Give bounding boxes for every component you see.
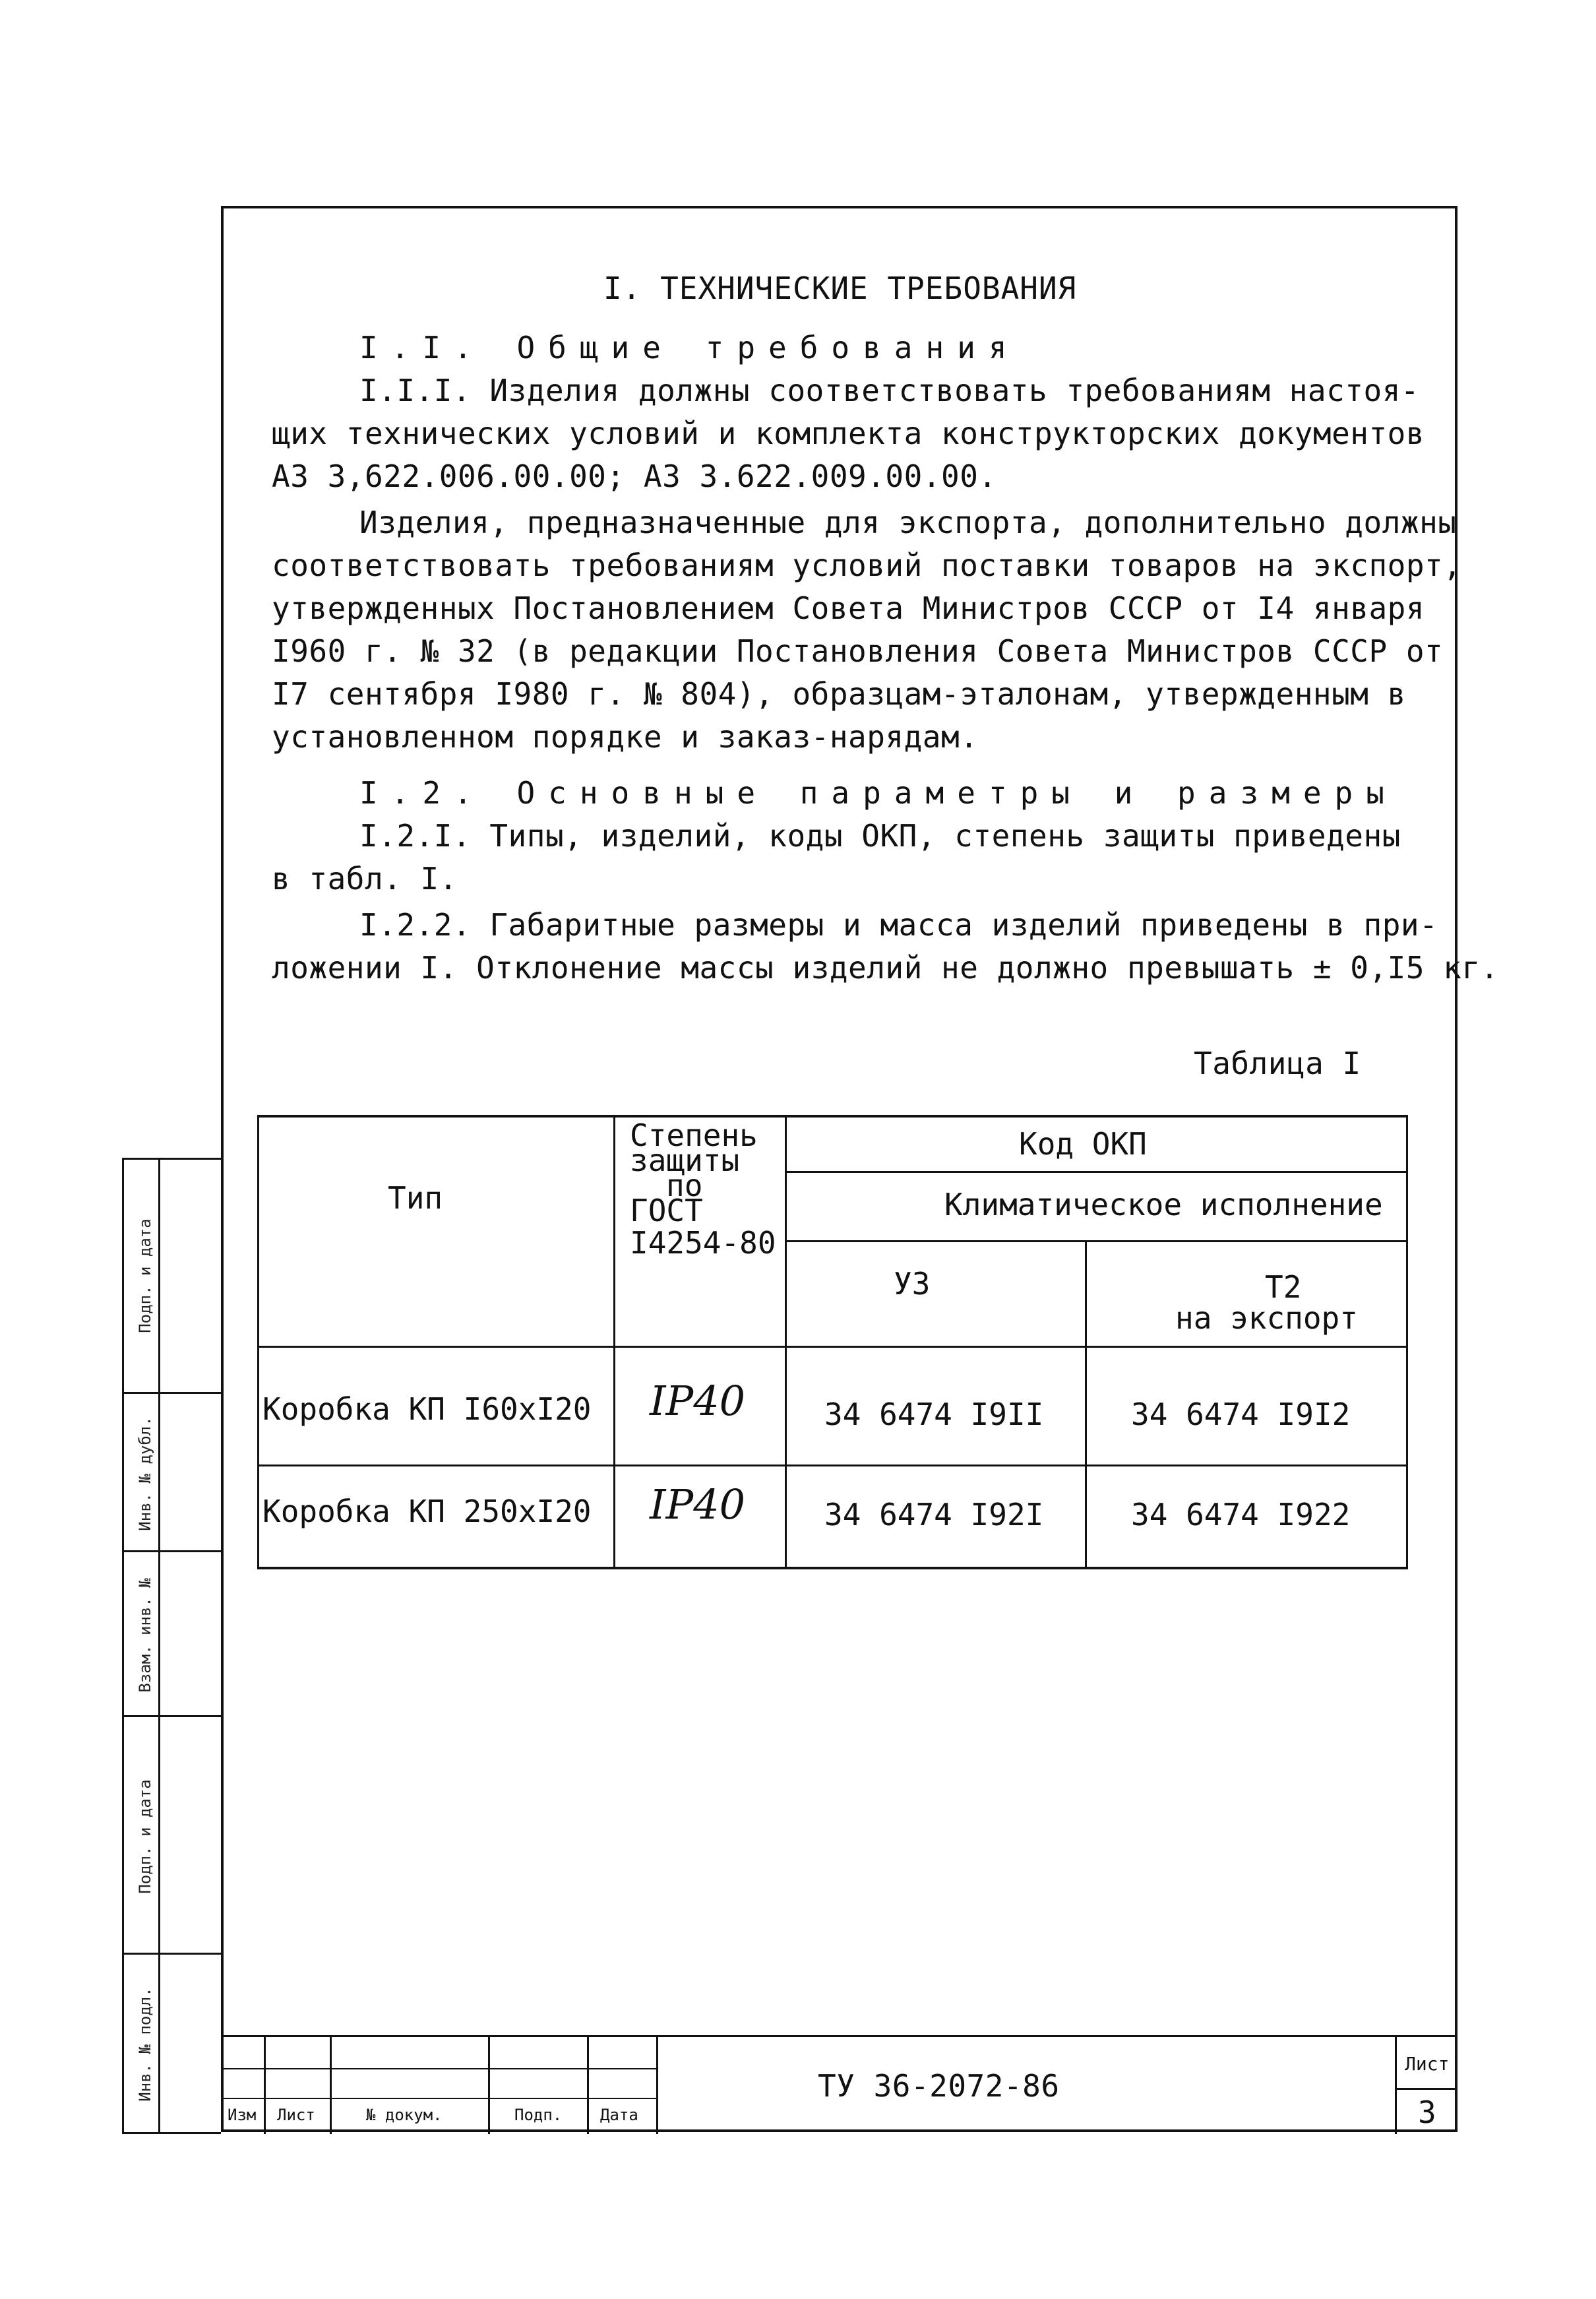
table-header-t2: Т2	[1265, 1269, 1302, 1305]
table-header-protection: Степень	[630, 1118, 758, 1153]
table-header-climate: Климатическое исполнение	[944, 1187, 1383, 1222]
table-cell-type: Коробка КП I60хI20	[262, 1391, 592, 1427]
table-cell-type: Коробка КП 250хI20	[262, 1494, 592, 1529]
paragraph-line: I.2.I. Типы, изделий, коды ОКП, степень защиты приведены	[359, 818, 1401, 854]
paragraph-line: щих технических условий и комплекта конструкторских документов	[272, 416, 1425, 451]
table-cell-protection: IP40	[650, 1480, 746, 1528]
title-block-label: Дата	[600, 2106, 638, 2124]
paragraph-line: I960 г. № 32 (в редакции Постановления Совета Министров СССР от	[272, 633, 1444, 669]
title-block-label: Изм	[228, 2106, 257, 2124]
paragraph-line: I.I.I. Изделия должны соответствовать требованиям настоя-	[359, 373, 1420, 408]
table-caption: Таблица I	[1194, 1046, 1361, 1081]
document-code: ТУ 36-2072-86	[818, 2068, 1060, 2104]
sheet-label: Лист	[1405, 2053, 1450, 2075]
side-stamp-label: Инв. № дубл.	[136, 1416, 154, 1531]
title-block-label: № докум.	[366, 2106, 443, 2124]
section-title: I. ТЕХНИЧЕСКИЕ ТРЕБОВАНИЯ	[603, 270, 1077, 306]
title-block-label: Подп.	[514, 2106, 563, 2124]
side-stamp-label: Подп. и дата	[136, 1218, 154, 1333]
table-header-type: Тип	[388, 1180, 443, 1216]
table-header-okp: Код ОКП	[1019, 1126, 1147, 1162]
table-header-t2-export: на экспорт	[1175, 1300, 1358, 1336]
table-header-protection: I4254-80	[630, 1225, 776, 1261]
table-cell-protection: IP40	[650, 1377, 746, 1425]
table-cell-u3: 34 6474 I9II	[824, 1397, 1044, 1432]
paragraph-line: в табл. I.	[272, 861, 458, 897]
paragraph-line: установленном порядке и заказ-нарядам.	[272, 719, 979, 755]
table-header-protection: по	[666, 1168, 703, 1203]
paragraph-line: ложении I. Отклонение массы изделий не должно превышать ± 0,I5 кг.	[272, 950, 1499, 986]
side-stamp-divider	[158, 1158, 160, 2134]
paragraph-line: АЗ 3,622.006.00.00; АЗ 3.622.009.00.00.	[272, 458, 997, 494]
table-cell-t2: 34 6474 I922	[1131, 1497, 1351, 1532]
paragraph-line: I7 сентября I980 г. № 804), образцам-эталонам, утвержденным в	[272, 676, 1406, 712]
subsection-title-params: I.2. Основные параметры и размеры	[359, 775, 1397, 811]
paragraph-line: I.2.2. Габаритные размеры и масса изделий приведены в при-	[359, 907, 1438, 943]
table-header-protection: защиты	[630, 1143, 740, 1178]
paragraph-line: соответствовать требованиям условий поставки товаров на экспорт,	[272, 548, 1462, 583]
side-stamp-sep	[122, 1953, 221, 1955]
side-stamp-sep	[122, 1715, 221, 1717]
table-header-protection: ГОСТ	[630, 1193, 703, 1228]
side-stamp-label: Инв. № подл.	[136, 1987, 154, 2102]
side-stamp-label: Подп. и дата	[136, 1779, 154, 1894]
side-stamp-sep	[122, 1392, 221, 1394]
paragraph-line: утвержденных Постановлением Совета Министров СССР от I4 января	[272, 590, 1425, 626]
sheet-number: 3	[1418, 2094, 1437, 2130]
subsection-title-general: I.I. Общие требования	[359, 330, 1020, 365]
side-stamp-sep	[122, 1550, 221, 1552]
side-stamp-label: Взам. инв. №	[136, 1578, 154, 1693]
title-block-label: Лист	[277, 2106, 315, 2124]
table-header-u3: УЗ	[894, 1266, 931, 1302]
table-cell-t2: 34 6474 I9I2	[1131, 1397, 1351, 1432]
table-cell-u3: 34 6474 I92I	[824, 1497, 1044, 1532]
paragraph-line: Изделия, предназначенные для экспорта, дополнительно должны	[359, 505, 1457, 540]
